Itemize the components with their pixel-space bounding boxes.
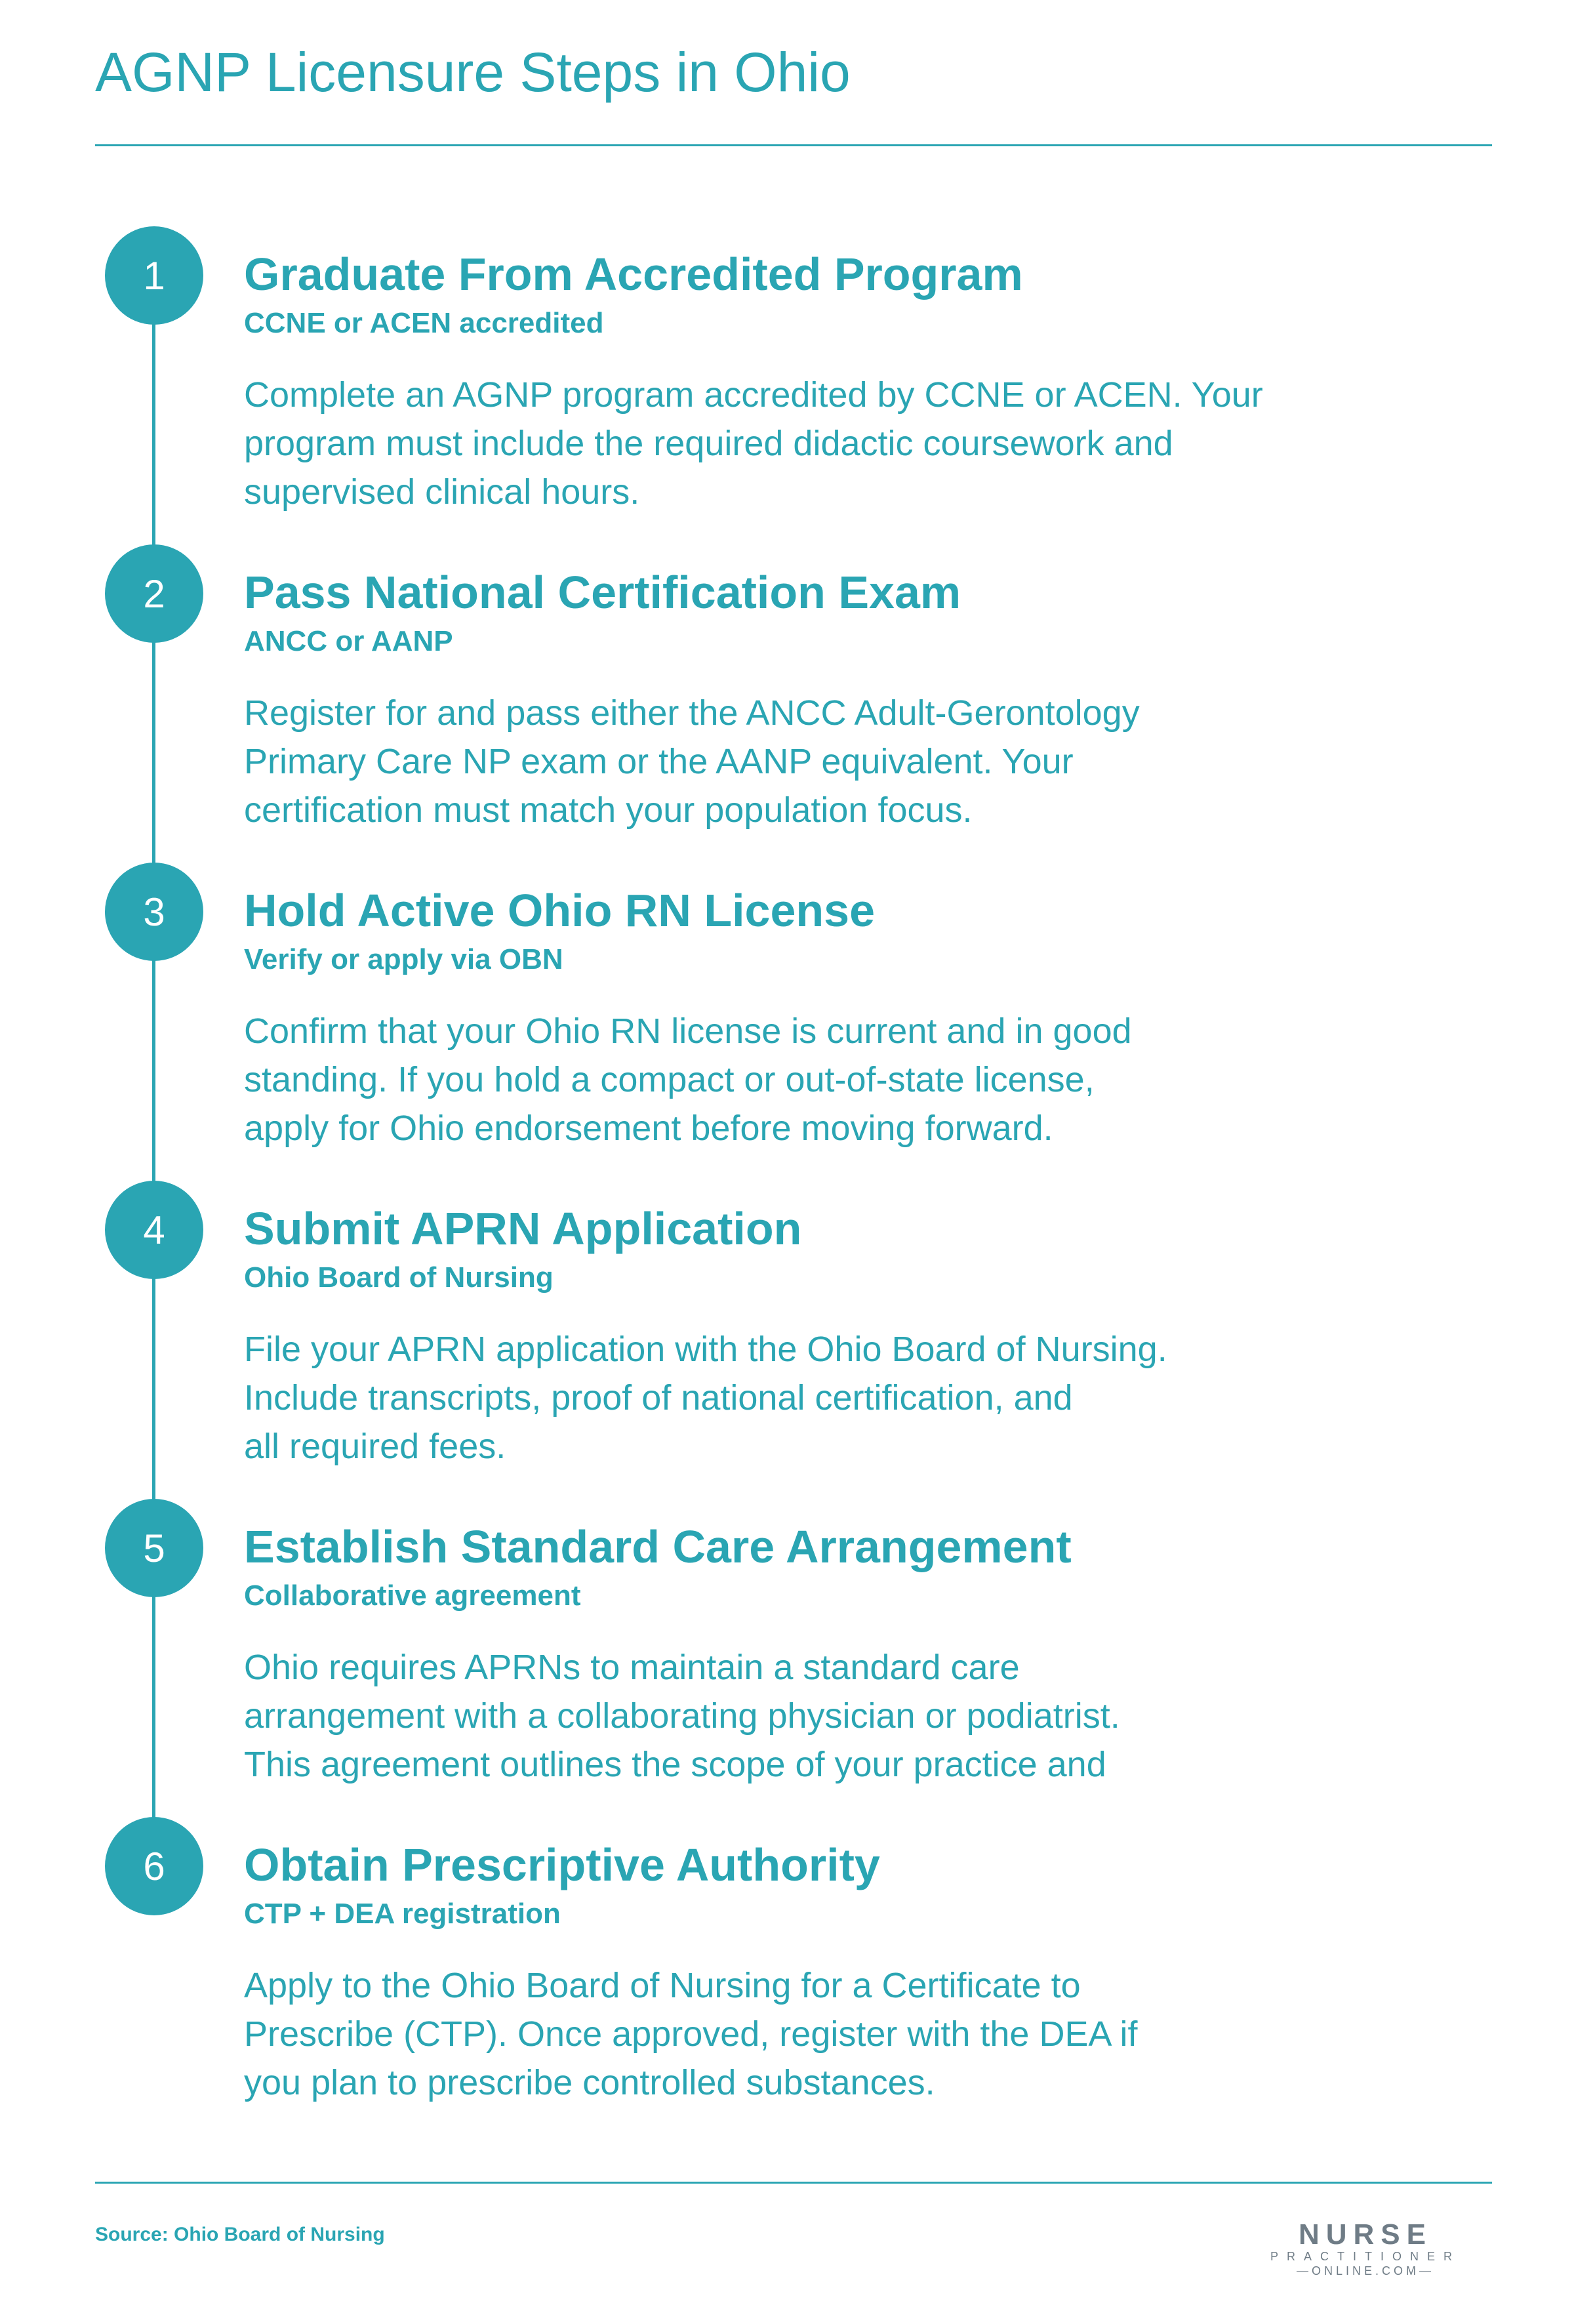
footer-divider <box>95 2182 1492 2184</box>
step-number-circle: 4 <box>105 1181 203 1279</box>
source-note: Source: Ohio Board of Nursing <box>95 2224 385 2245</box>
step-description <box>244 689 1392 834</box>
step-description <box>244 371 1392 516</box>
step-description <box>244 1007 1392 1152</box>
step-number-circle: 5 <box>105 1499 203 1597</box>
step-number-circle: 6 <box>105 1817 203 1915</box>
step-subtitle: Collaborative agreement <box>244 1580 581 1612</box>
step-subtitle: Verify or apply via OBN <box>244 943 563 975</box>
step-description-line: you plan to prescribe controlled substances. <box>244 2063 935 2102</box>
step-description-line: File your APRN application with the Ohio Board of Nursing. <box>244 1330 1167 1369</box>
step-title: Submit APRN Application <box>244 1203 802 1254</box>
brand-logo <box>1267 2220 1464 2278</box>
step-description-line: standing. If you hold a compact or out-of-state license, <box>244 1060 1095 1099</box>
step-description-line: Include transcripts, proof of national certification, and <box>244 1378 1073 1417</box>
step-description <box>244 1961 1392 2107</box>
step-title: Establish Standard Care Arrangement <box>244 1521 1072 1572</box>
step-description-line: Primary Care NP exam or the AANP equivalent. Your <box>244 742 1074 781</box>
logo-domain: —ONLINE.COM— <box>1296 2264 1434 2277</box>
logo-tagline: PRACTITIONER <box>1270 2250 1461 2263</box>
step-description-line: Confirm that your Ohio RN license is current and in good <box>244 1011 1132 1051</box>
step-description-line: Complete an AGNP program accredited by CCNE or ACEN. Your <box>244 375 1263 415</box>
step-subtitle: Ohio Board of Nursing <box>244 1261 554 1294</box>
step-description-line: arrangement with a collaborating physician or podiatrist. <box>244 1696 1120 1736</box>
step-subtitle: CCNE or ACEN accredited <box>244 307 604 339</box>
step-number-circle: 1 <box>105 226 203 325</box>
logo-wordmark: NURSE <box>1298 2218 1433 2251</box>
page-title: AGNP Licensure Steps in Ohio <box>95 41 851 103</box>
step-number-circle: 3 <box>105 863 203 961</box>
step-description-line: certification must match your population focus. <box>244 790 973 830</box>
step-subtitle: ANCC or AANP <box>244 625 453 657</box>
step-title: Hold Active Ohio RN License <box>244 885 876 936</box>
header-divider <box>95 144 1492 146</box>
step-description-line: Ohio requires APRNs to maintain a standard care <box>244 1648 1020 1687</box>
step-subtitle: CTP + DEA registration <box>244 1898 561 1930</box>
step-title: Graduate From Accredited Program <box>244 249 1023 300</box>
step-description-line: all required fees. <box>244 1427 506 1466</box>
timeline-line <box>152 275 155 1863</box>
step-description-line: Apply to the Ohio Board of Nursing for a Certificate to <box>244 1966 1081 2005</box>
step-description-line: Register for and pass either the ANCC Adult-Gerontology <box>244 693 1140 733</box>
step-description-line: supervised clinical hours. <box>244 472 640 512</box>
step-title: Pass National Certification Exam <box>244 567 961 618</box>
step-description <box>244 1643 1392 1789</box>
step-description-line: apply for Ohio endorsement before moving forward. <box>244 1109 1053 1148</box>
step-description-line: This agreement outlines the scope of your practice and <box>244 1745 1106 1784</box>
step-description <box>244 1325 1392 1471</box>
step-description-line: Prescribe (CTP). Once approved, register with the DEA if <box>244 2014 1138 2054</box>
step-number-circle: 2 <box>105 544 203 643</box>
step-description-line: program must include the required didactic coursework and <box>244 424 1173 463</box>
step-title: Obtain Prescriptive Authority <box>244 1839 880 1890</box>
